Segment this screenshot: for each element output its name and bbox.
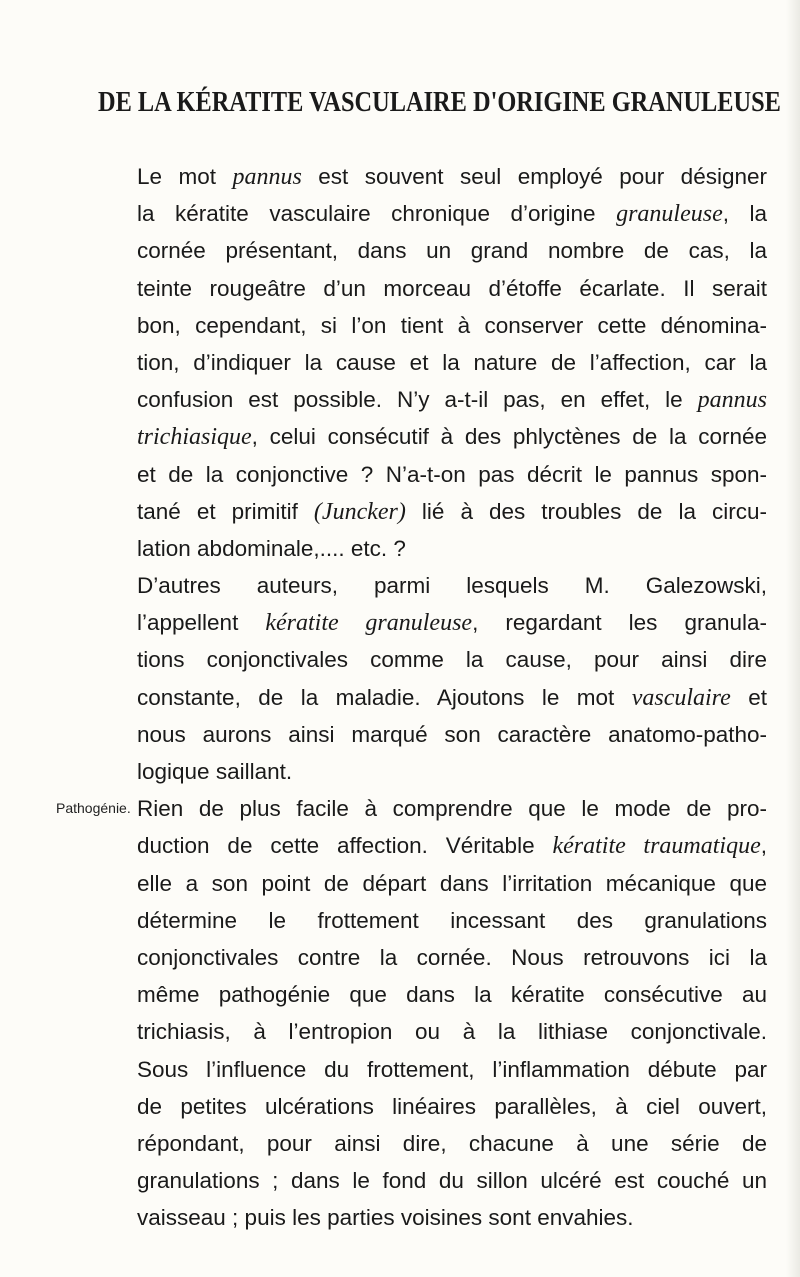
running-header: DE LA KÉRATITE VASCULAIRE D'ORIGINE GRANULEUSE [98, 86, 781, 118]
text-line [137, 1199, 767, 1236]
text-segment: nous aurons ainsi marqué son caractère anatomo-patho- [137, 721, 767, 747]
text-line [137, 1088, 767, 1125]
text-line [137, 790, 767, 827]
text-segment: l’appellent [137, 610, 266, 636]
text-segment: , la [722, 201, 767, 227]
text-segment: de petites ulcérations linéaires parallèles, à ciel ouvert, [137, 1093, 767, 1119]
text-segment: tion, d’indiquer la cause et la nature de l’affection, car la [137, 349, 767, 375]
italic-term: pannus [697, 387, 767, 414]
text-segment: teinte rougeâtre d’un morceau d’étoffe écarlate. Il serait [137, 275, 767, 301]
text-line [137, 493, 767, 530]
italic-term: kératite granuleuse [265, 610, 473, 637]
text-segment: D’autres auteurs, parmi lesquels M. Galezowski, [137, 573, 767, 599]
text-line [137, 418, 767, 455]
text-line [137, 158, 767, 195]
text-segment: logique saillant. [137, 759, 293, 784]
text-segment: , celui consécutif à des phlyctènes de la cornée [251, 424, 767, 450]
page-edge [786, 0, 800, 1277]
text-line [137, 902, 767, 939]
text-line [137, 456, 767, 493]
text-line [137, 753, 767, 790]
text-line [137, 307, 767, 344]
text-segment: vaisseau ; puis les parties voisines sont envahies. [137, 1205, 634, 1231]
text-segment: lation abdominale,.... etc. ? [137, 535, 406, 561]
text-line [137, 865, 767, 902]
text-segment: trichiasis, à l’entropion ou à la lithiase conjonctivale. [137, 1019, 767, 1045]
text-segment: confusion est possible. N’y a-t-il pas, en effet, le [137, 387, 698, 413]
text-segment: , regardant les granula- [472, 610, 767, 636]
text-segment: elle a son point de départ dans l’irritation mécanique que [137, 870, 767, 896]
italic-term: vasculaire [631, 684, 731, 711]
text-segment: et [730, 684, 767, 710]
text-line [137, 1051, 767, 1088]
italic-term: trichiasique [137, 424, 252, 451]
text-segment: granulations ; dans le fond du sillon ulcéré est couché un [137, 1168, 767, 1194]
italic-term: kératite traumatique [552, 833, 761, 860]
margin-note-pathogenie: Pathogénie. [56, 800, 131, 817]
text-segment: Rien de plus facile à comprendre que le mode de pro- [137, 796, 767, 822]
text-segment: , [760, 833, 767, 859]
text-line [137, 344, 767, 381]
text-segment: détermine le frottement incessant des granulations [137, 907, 767, 933]
text-line [137, 232, 767, 269]
text-line [137, 679, 767, 716]
text-line [137, 195, 767, 232]
text-segment: et de la conjonctive ? N’a-t-on pas décrit le pannus spon- [137, 461, 767, 487]
text-segment: cornée présentant, dans un grand nombre de cas, la [137, 238, 767, 264]
body-text [137, 158, 767, 1236]
text-line [137, 641, 767, 678]
text-segment: constante, de la maladie. Ajoutons le mot [137, 684, 632, 710]
text-segment: répondant, pour ainsi dire, chacune à une série de [137, 1130, 767, 1156]
text-line [137, 567, 767, 604]
text-segment: conjonctivales contre la cornée. Nous retrouvons ici la [137, 944, 767, 970]
text-segment: la kératite vasculaire chronique d’origine [137, 201, 617, 227]
text-line [137, 1125, 767, 1162]
text-segment: duction de cette affection. Véritable [137, 833, 553, 859]
text-line [137, 939, 767, 976]
text-segment: lié à des troubles de la circu- [405, 498, 767, 524]
text-segment: tané et primitif [137, 498, 314, 524]
text-line [137, 1162, 767, 1199]
text-line [137, 604, 767, 641]
text-segment: tions conjonctivales comme la cause, pour ainsi dire [137, 647, 767, 673]
italic-term: pannus [232, 164, 302, 190]
italic-term: (Juncker) [313, 498, 406, 525]
text-segment: Le mot [137, 164, 233, 189]
text-segment: Sous l’influence du frottement, l’inflammation débute par [137, 1056, 767, 1082]
text-line [137, 827, 767, 864]
text-line [137, 381, 767, 418]
text-segment: bon, cependant, si l’on tient à conserver cette dénomina- [137, 312, 767, 338]
text-line [137, 270, 767, 307]
text-line [137, 716, 767, 753]
text-line [137, 530, 767, 567]
text-segment: même pathogénie que dans la kératite consécutive au [137, 982, 767, 1008]
text-line [137, 976, 767, 1013]
text-line [137, 1013, 767, 1050]
text-segment: est souvent seul employé pour désigner [301, 164, 767, 189]
italic-term: granuleuse [616, 201, 723, 228]
